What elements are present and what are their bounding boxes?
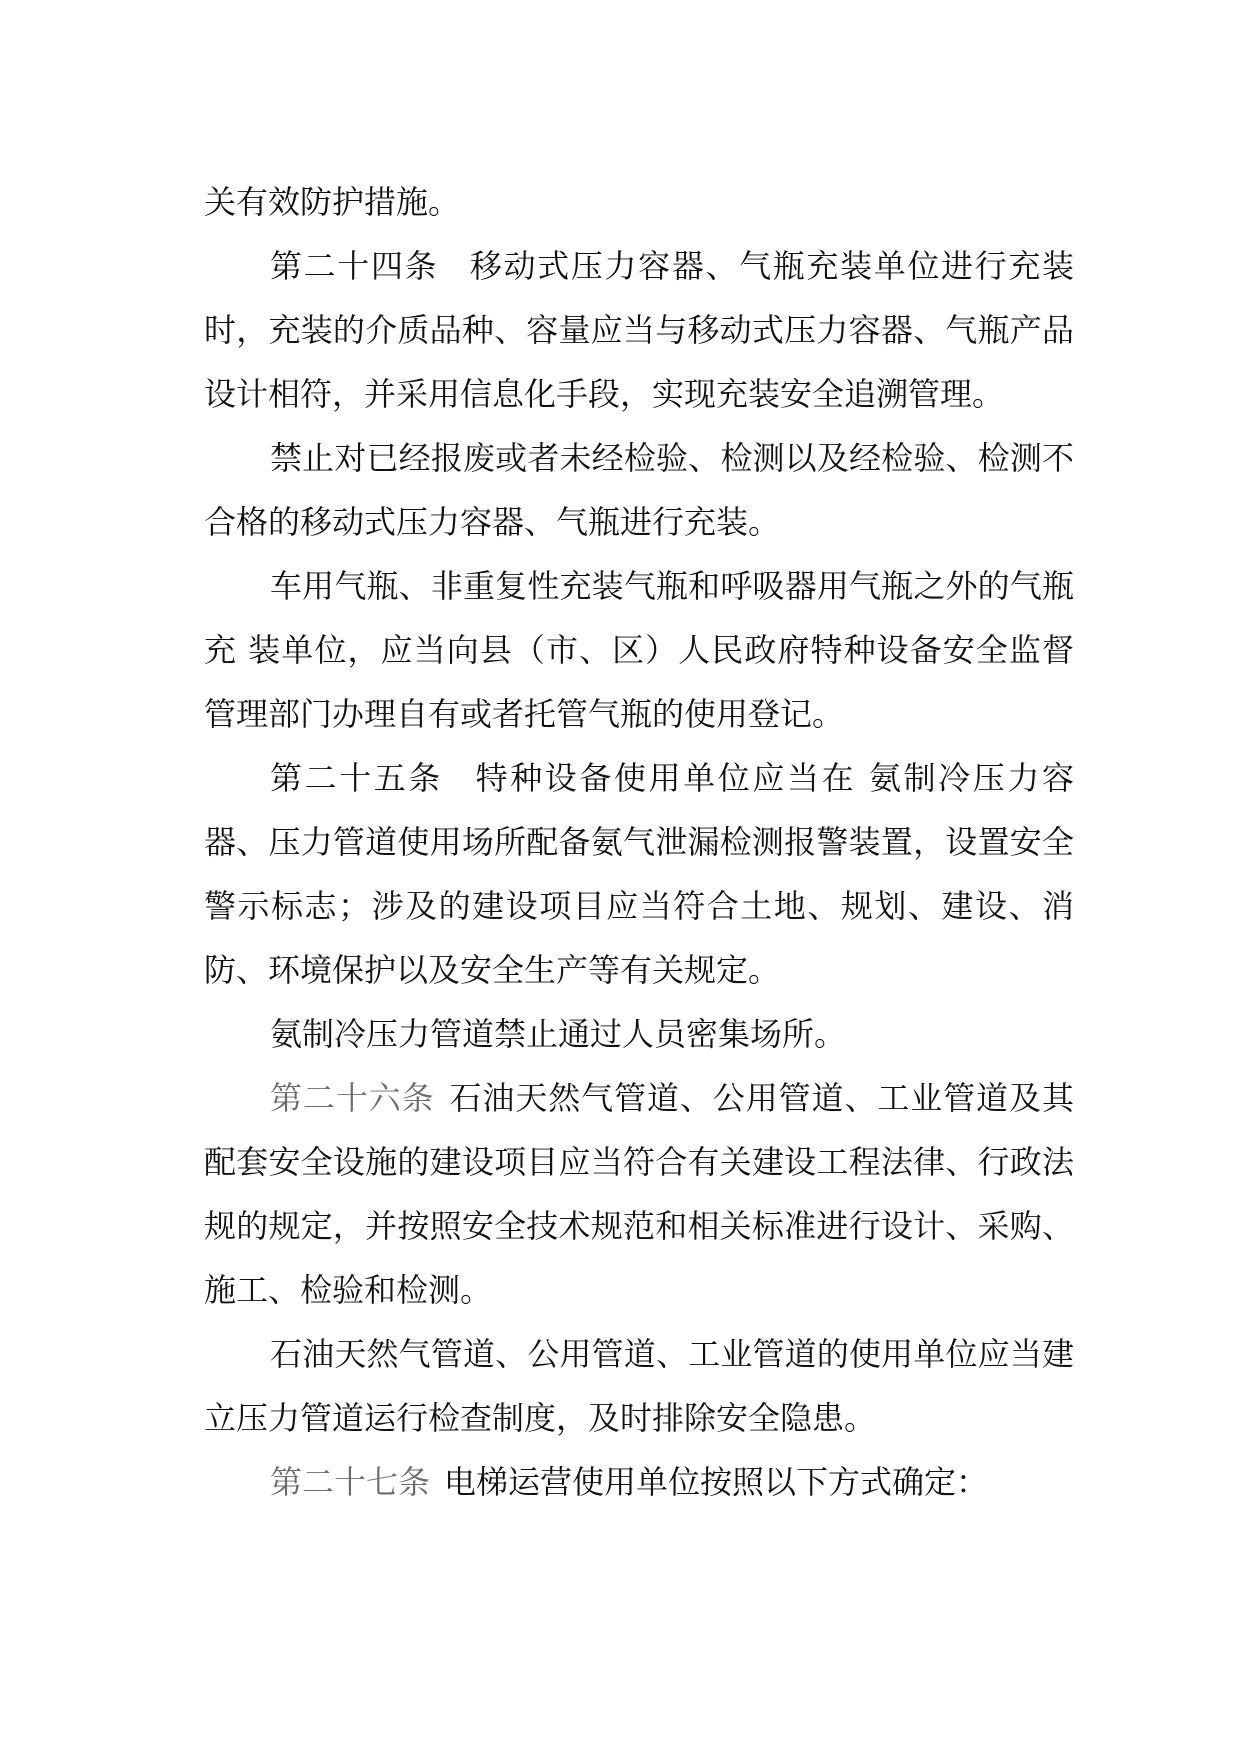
paragraph-text: 石油天然气管道、公用管道、工业管道的使用单位应当建立压力管道运行检查制度，及时排除安全隐患。 <box>204 1335 1074 1437</box>
article-25 <box>204 746 1074 1002</box>
article-24 <box>204 234 1074 426</box>
article-26 <box>204 1066 1074 1322</box>
paragraph-text: 石油天然气管道、公用管道、工业管道及其配套安全设施的建设项目应当符合有关建设工程法律、行政法规的规定，并按照安全技术规范和相关标准进行设计、采购、施工、检验和检测。 <box>204 1079 1074 1309</box>
paragraph-text: 氨制冷压力管道禁止通过人员密集场所。 <box>270 1015 847 1053</box>
article-number: 第二十六条 <box>270 1079 435 1117</box>
paragraph-text: 电梯运营使用单位按照以下方式确定： <box>444 1463 989 1501</box>
article-number: 第二十七条 <box>270 1463 431 1501</box>
paragraph-ammonia-pipeline <box>204 1002 1074 1066</box>
paragraph-cylinder-registration <box>204 554 1074 746</box>
paragraph-pipeline-inspection <box>204 1322 1074 1450</box>
document-body <box>204 170 1074 1514</box>
paragraph-text: 车用气瓶、非重复性充装气瓶和呼吸器用气瓶之外的气瓶充 装单位，应当向县（市、区）人民政府特种设备安全监督管理部门办理自有或者托管气瓶的使用登记。 <box>204 567 1074 733</box>
paragraph-text: 禁止对已经报废或者未经检验、检测以及经检验、检测不合格的移动式压力容器、气瓶进行充装。 <box>204 439 1074 541</box>
article-number: 第二十四条 <box>270 247 439 285</box>
paragraph-refill-prohibition <box>204 426 1074 554</box>
paragraph-text: 移动式压力容器、气瓶充装单位进行充装时，充装的介质品种、容量应当与移动式压力容器、气瓶产品设计相符，并采用信息化手段，实现充装安全追溯管理。 <box>204 247 1074 413</box>
article-number: 第二十五条 <box>270 759 443 797</box>
paragraph-text: 关有效防护措施。 <box>204 183 461 221</box>
paragraph-text: 特种设备使用单位应当在 氨制冷压力容器、压力管道使用场所配备氨气泄漏检测报警装置，设置安全警示标志；涉及的建设项目应当符合土地、规划、建设、消防、环境保护以及安全生产等有关规定。 <box>204 759 1074 989</box>
article-27 <box>204 1450 1074 1514</box>
paragraph-continuation <box>204 170 1074 234</box>
